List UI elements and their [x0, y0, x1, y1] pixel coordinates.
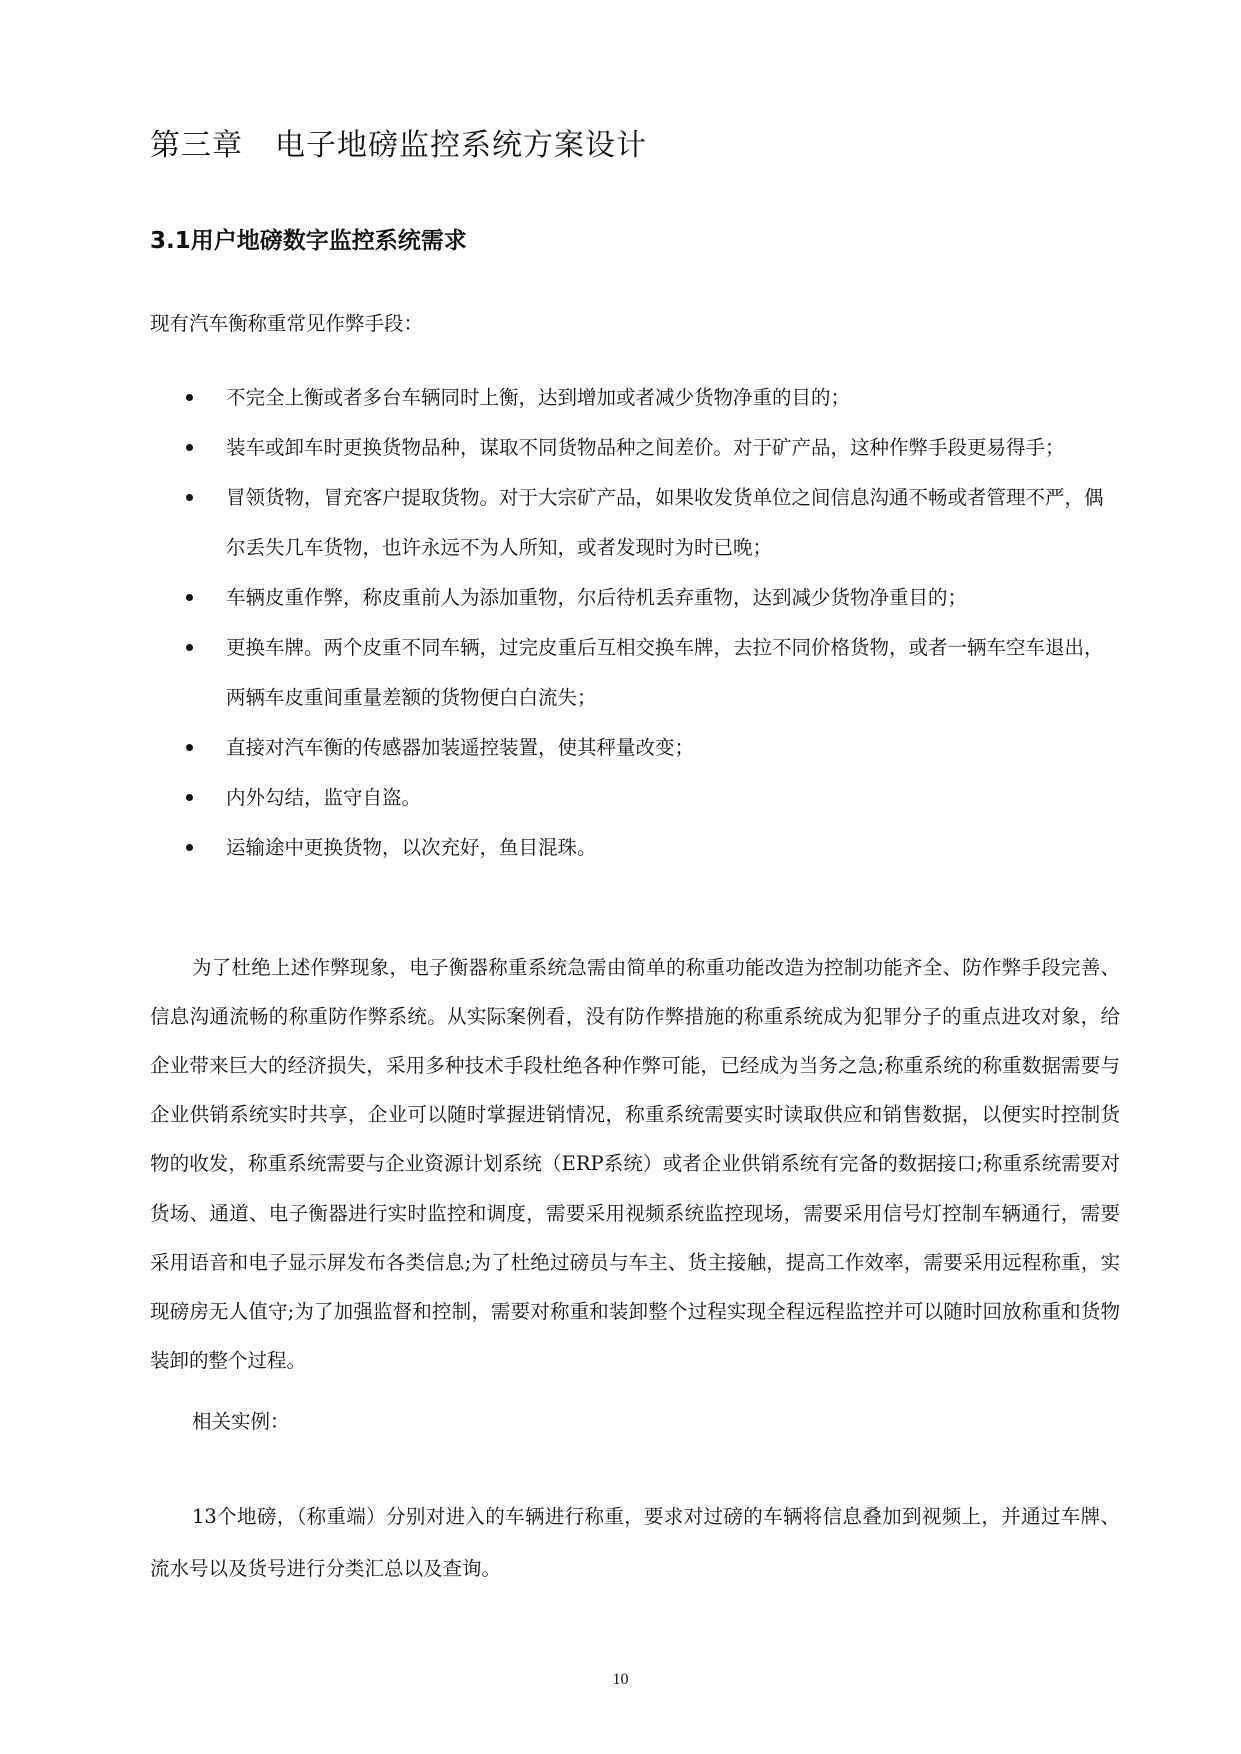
bullet-icon	[186, 744, 193, 751]
section-heading: 3.1用户地磅数字监控系统需求	[150, 228, 467, 254]
list-item	[150, 573, 1120, 623]
list-item	[150, 373, 1120, 423]
list-item	[150, 473, 1120, 573]
example-paragraph: 13个地磅，（称重端）分别对进入的车辆进行称重，要求对过磅的车辆将信息叠加到视频上，并通过车牌、流水号以及货号进行分类汇总以及查询。	[150, 1504, 1120, 1580]
body-paragraph: 为了杜绝上述作弊现象，电子衡器称重系统急需由简单的称重功能改造为控制功能齐全、防作弊手段完善、信息沟通流畅的称重防作弊系统。从实际案例看，没有防作弊措施的称重系统成为犯罪分子的重点进攻对象，给企业带来巨大的经济损失，采用多种技术手段杜绝各种作弊可能，已经成为当务之急;称重系统的称重数据需要与企业供销系统实时共享，企业可以随时掌握进销情况，称重系统需要实时读取供应和销售数据，以便实时控制货物的收发，称重系统需要与企业资源计划系统（ERP系统）或者企业供销系统有完备的数据接口;称重系统需要对货场、通道、电子衡器进行实时监控和调度，需要采用视频系统监控现场，需要采用信号灯控制车辆通行，需要采用语音和电子显示屏发布各类信息;为了杜绝过磅员与车主、货主接触，提高工作效率，需要采用远程称重，实现磅房无人值守;为了加强监督和控制，需要对称重和装卸整个过程实现全程远程监控并可以随时回放称重和货物装卸的整个过程。	[150, 955, 1120, 1373]
bullet-icon	[186, 594, 193, 601]
intro-text: 现有汽车衡称重常见作弊手段：	[150, 312, 424, 335]
cheating-methods-list	[150, 373, 1120, 873]
bullet-icon	[186, 394, 193, 401]
list-item	[150, 423, 1120, 473]
bullet-icon	[186, 644, 193, 651]
chapter-title-text: 电子地磅监控系统方案设计	[275, 128, 647, 163]
list-item-text: 装车或卸车时更换货物品种，谋取不同货物品种之间差价。对于矿产品，这种作弊手段更易得手；	[226, 436, 1065, 459]
chapter-title	[150, 126, 647, 166]
bullet-icon	[186, 444, 193, 451]
chapter-number: 第三章	[150, 128, 243, 163]
list-item-text: 直接对汽车衡的传感器加装遥控装置，使其秤量改变；	[226, 736, 695, 759]
bullet-icon	[186, 494, 193, 501]
bullet-icon	[186, 844, 193, 851]
page-number: 10	[612, 1671, 629, 1688]
list-item-text: 车辆皮重作弊，称皮重前人为添加重物，尔后待机丢弃重物，达到减少货物净重目的；	[226, 586, 968, 609]
list-item	[150, 823, 1120, 873]
bullet-icon	[186, 794, 193, 801]
related-examples-label: 相关实例：	[192, 1410, 290, 1433]
list-item	[150, 623, 1120, 723]
list-item-text: 运输途中更换货物，以次充好，鱼目混珠。	[226, 836, 597, 859]
list-item-text: 更换车牌。两个皮重不同车辆，过完皮重后互相交换车牌，去拉不同价格货物，或者一辆车空车退出，两辆车皮重间重量差额的货物便白白流失；	[226, 636, 1104, 709]
list-item-text: 内外勾结，监守自盗。	[226, 786, 422, 809]
list-item	[150, 723, 1120, 773]
list-item-text: 不完全上衡或者多台车辆同时上衡，达到增加或者减少货物净重的目的；	[226, 386, 851, 409]
list-item-text: 冒领货物，冒充客户提取货物。对于大宗矿产品，如果收发货单位之间信息沟通不畅或者管理不严，偶尔丢失几车货物，也许永远不为人所知，或者发现时为时已晚；	[226, 486, 1104, 559]
list-item	[150, 773, 1120, 823]
